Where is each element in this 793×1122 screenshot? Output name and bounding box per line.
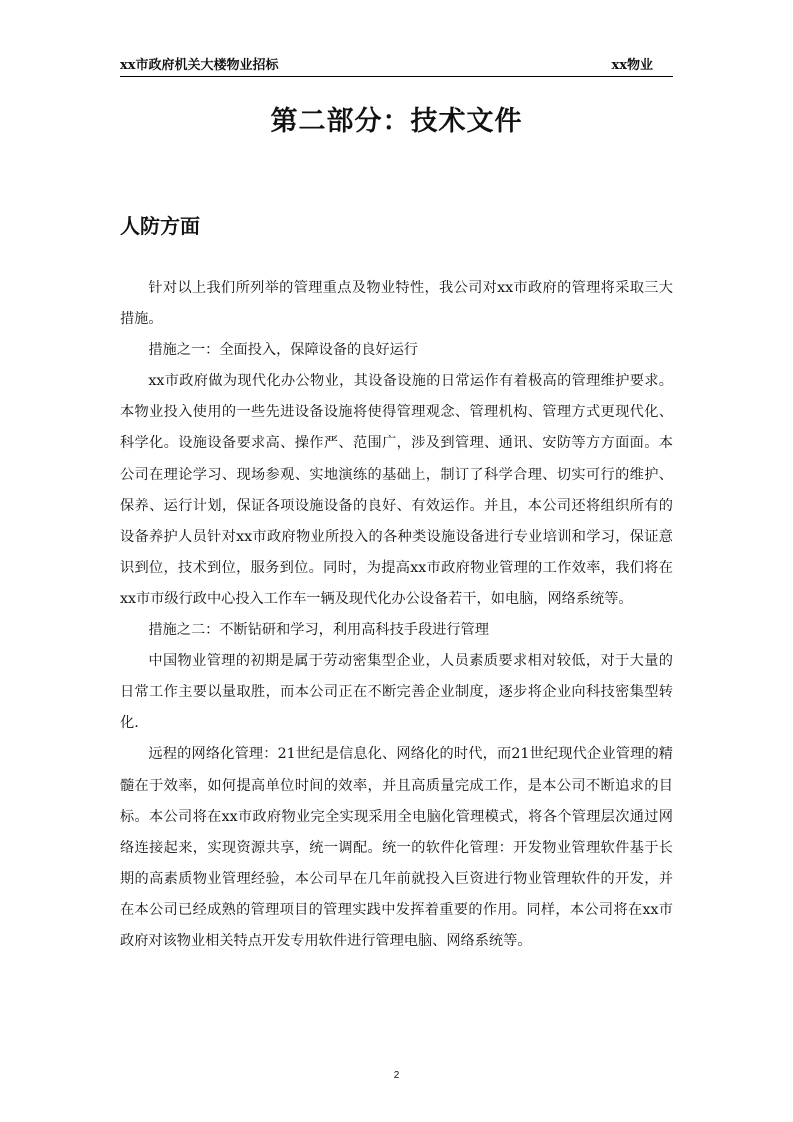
page-title: 第二部分：技术文件 — [270, 106, 523, 137]
paragraph: 措施之二：不断钻研和学习，利用高科技手段进行管理 — [148, 622, 489, 639]
page-header — [120, 56, 673, 77]
paragraph: 中国物业管理的初期是属于劳动密集型企业，人员素质要求相对较低，对于大量的日常工作主要以量取胜，而本公司正在不断完善企业制度，逐步将企业向科技密集型转化. — [120, 653, 673, 732]
paragraph: 针对以上我们所列举的管理重点及物业特性，我公司对xx市政府的管理将采取三大措施。 — [120, 280, 673, 328]
paragraph: xx市政府做为现代化办公物业，其设备设施的日常运作有着极高的管理维护要求。本物业投入使用的一些先进设备设施将使得管理观念、管理机构、管理方式更现代化、科学化。设施设备要求高、操作严、范围广，涉及到管理、通讯、安防等方方面面。本公司在理论学习、现场参观、实地演练的基础上，制订了科学合理、切实可行的维护、保养、运行计划，保证各项设施设备的良好、有效运作。并且，本公司还将组织所有的设备养护人员针对xx市政府物业所投入的各种类设施设备进行专业培训和学习，保证意识到位，技术到位，服务到位。同时，为提高xx市政府物业管理的工作效率，我们将在xx市市级行政中心投入工作车一辆及现代化办公设备若干，如电脑，网络系统等。 — [120, 373, 673, 607]
header-right-text: xx物业 — [611, 58, 653, 73]
section-heading: 人防方面 — [120, 214, 200, 238]
page-number: 2 — [393, 1070, 400, 1081]
paragraph: 远程的网络化管理：21世纪是信息化、网络化的时代，而21世纪现代企业管理的精髓在于效率，如何提高单位时间的效率，并且高质量完成工作，是本公司不断追求的目标。本公司将在xx市政府物业完全实现采用全电脑化管理模式，将各个管理层次通过网络连接起来，实现资源共享，统一调配。统一的软件化管理：开发物业管理软件基于长期的高素质物业管理经验，本公司早在几年前就投入巨资进行物业管理软件的开发，并在本公司已经成熟的管理项目的管理实践中发挥着重要的作用。同样，本公司将在xx市政府对该物业相关特点开发专用软件进行管理电脑、网络系统等。 — [120, 746, 673, 949]
paragraph: 措施之一：全面投入，保障设备的良好运行 — [148, 342, 418, 359]
header-left-text: xx市政府机关大楼物业招标 — [120, 58, 279, 73]
body-text — [120, 273, 673, 957]
